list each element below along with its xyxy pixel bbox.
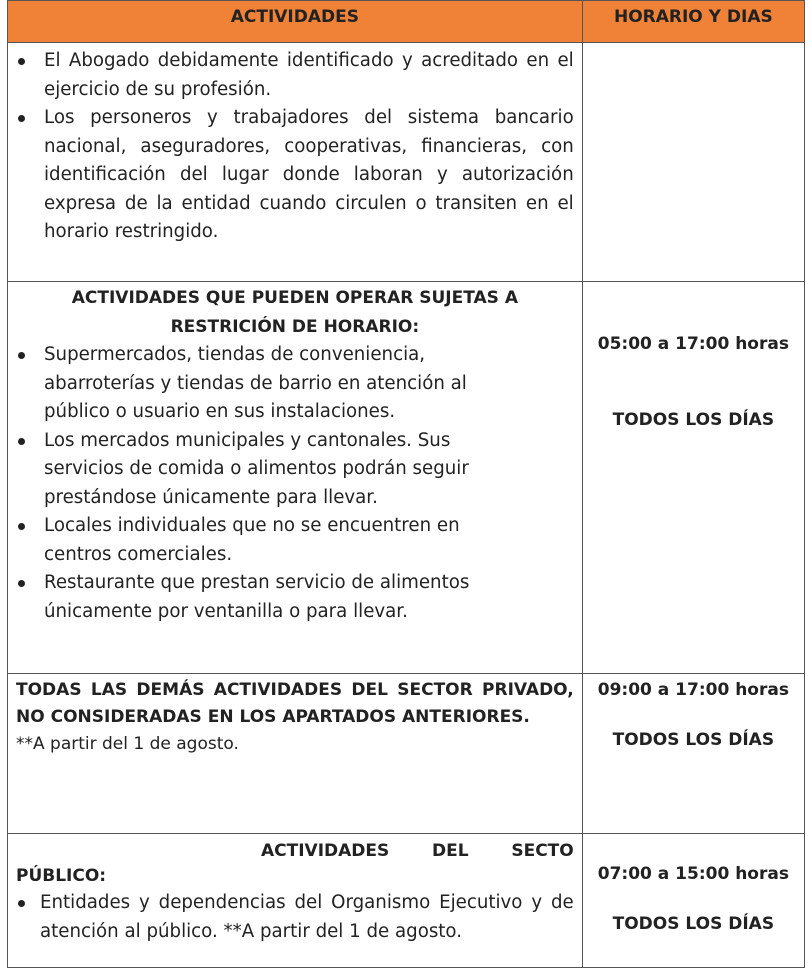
activities-cell — [8, 282, 583, 674]
section-title: RESTRICIÓN DE HORARIO: — [170, 316, 420, 337]
bullet-list — [16, 341, 574, 626]
days-text: TODOS LOS DÍAS — [612, 410, 775, 430]
table-row — [8, 674, 805, 834]
table-row — [8, 834, 805, 968]
hours-text: 09:00 a 17:00 horas — [597, 680, 789, 700]
schedule-cell — [582, 674, 804, 834]
list-item: El Abogado debidamente identificado y acreditado en el ejercicio de su profesión. — [16, 47, 574, 104]
activities-cell — [8, 834, 583, 968]
list-item: Restaurante que prestan servicio de alimentos únicamente por ventanilla o para llevar. — [16, 569, 524, 626]
header-activities: ACTIVIDADES — [8, 1, 583, 43]
section-title: ACTIVIDADES QUE PUEDEN OPERAR SUJETAS A — [71, 288, 518, 308]
schedule-cell — [582, 43, 804, 282]
table-header-row — [8, 1, 805, 43]
schedule-cell — [582, 282, 804, 674]
table-row — [8, 43, 805, 282]
table-row — [8, 282, 805, 674]
schedule-cell — [582, 834, 804, 968]
hours-text: 07:00 a 15:00 horas — [597, 864, 789, 884]
list-item: Los personeros y trabajadores del sistema bancario nacional, aseguradores, cooperativas, financieras, con identificación del lugar donde laboran y autorización expresa de la entidad cuando circulen o transiten en el horario restringido. — [16, 104, 574, 247]
days-text: TODOS LOS DÍAS — [612, 914, 775, 934]
list-item: Los mercados municipales y cantonales. Sus servicios de comida o alimentos podrán seguir prestándose únicamente para llevar. — [16, 427, 524, 513]
header-schedule: HORARIO Y DIAS — [582, 1, 804, 43]
section-title: PÚBLICO: — [16, 866, 107, 886]
note-text: **A partir del 1 de agosto. — [16, 734, 239, 754]
days-text: TODOS LOS DÍAS — [612, 730, 775, 750]
list-item: Locales individuales que no se encuentren en centros comerciales. — [16, 512, 524, 569]
section-title: ACTIVIDADES DEL SECTO — [261, 841, 574, 861]
activities-cell — [8, 43, 583, 282]
section-title: TODAS LAS DEMÁS ACTIVIDADES DEL SECTOR PRIVADO, NO CONSIDERADAS EN LOS APARTADOS ANTERIORES. — [16, 680, 574, 727]
hours-text: 05:00 a 17:00 horas — [597, 334, 789, 354]
activities-schedule-table — [7, 0, 805, 968]
list-item: Supermercados, tiendas de conveniencia, abarroterías y tiendas de barrio en atención al público o usuario en sus instalaciones. — [16, 341, 524, 427]
bullet-list — [16, 889, 574, 946]
list-item: Entidades y dependencias del Organismo Ejecutivo y de atención al público. **A partir del 1 de agosto. — [16, 889, 574, 946]
activities-cell — [8, 674, 583, 834]
bullet-list — [16, 47, 574, 247]
